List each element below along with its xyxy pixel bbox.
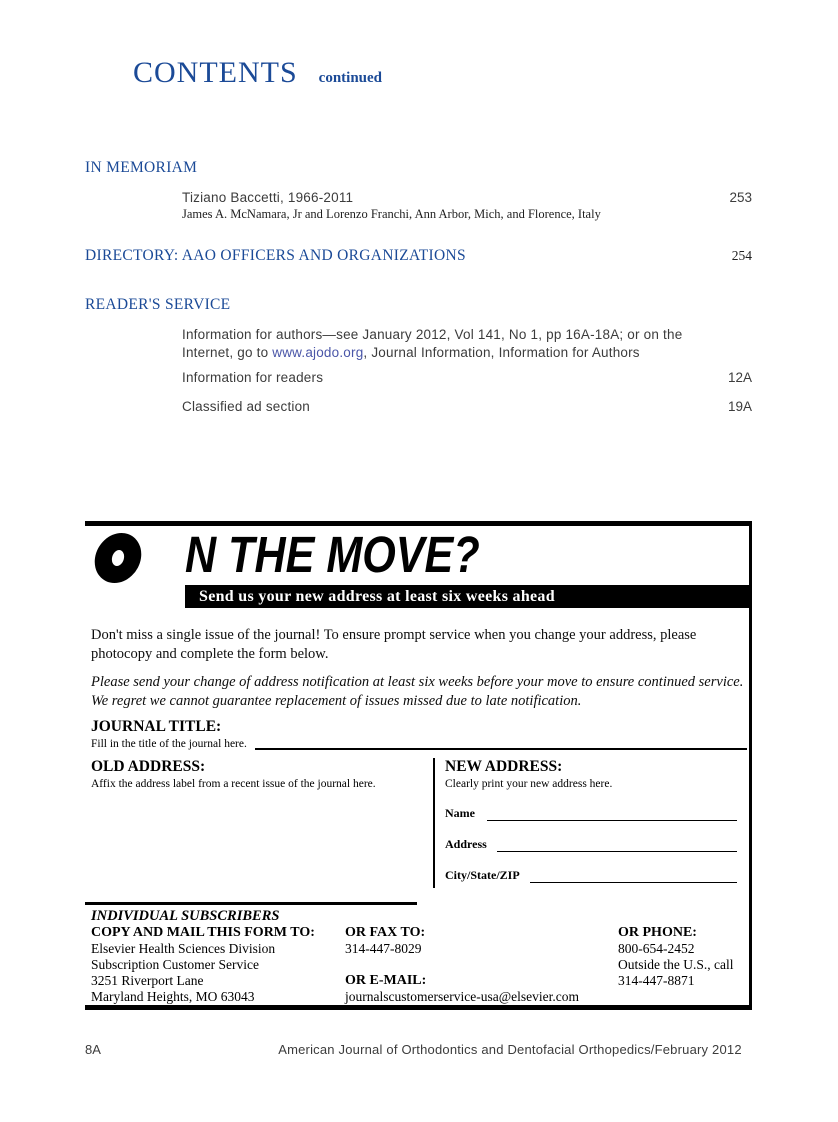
section-heading-readers-service: READER'S SERVICE	[85, 296, 231, 313]
phone-outside-note: Outside the U.S., call	[618, 957, 734, 972]
phone-number: 800-654-2452	[618, 941, 695, 956]
authors-info-paragraph	[182, 326, 692, 362]
journal-title-hint: Fill in the title of the journal here.	[91, 738, 247, 750]
journal-title-block	[91, 718, 747, 750]
old-address-label: OLD ADDRESS:	[91, 758, 206, 775]
old-address-hint: Affix the address label from a recent issue of the journal here.	[91, 778, 376, 790]
phone-intl-number: 314-447-8871	[618, 973, 695, 988]
section-heading-in-memoriam: IN MEMORIAM	[85, 159, 198, 176]
box-right-rule	[749, 526, 752, 1010]
row-page-number: 12A	[727, 370, 752, 385]
row-label: Information for readers	[182, 370, 324, 385]
phone-heading: OR PHONE:	[618, 925, 697, 940]
change-of-address-form	[85, 521, 752, 1010]
mail-line: Elsevier Health Sciences Division	[91, 941, 276, 956]
address-fill-line	[497, 840, 737, 852]
address-field-row	[445, 837, 737, 852]
footer-page-number: 8A	[85, 1042, 101, 1057]
fax-heading: OR FAX TO:	[345, 925, 426, 940]
journal-title-fill-line	[255, 737, 747, 750]
mail-column	[91, 925, 315, 1005]
mail-line: 3251 Riverport Lane	[91, 973, 204, 988]
section-heading-directory: DIRECTORY: AAO OFFICERS AND ORGANIZATIONS	[85, 247, 466, 264]
toc-row-in-memoriam	[182, 190, 752, 205]
name-field-label: Name	[445, 806, 475, 820]
entry-title: Tiziano Baccetti, 1966-2011	[182, 190, 354, 205]
page-title: CONTENTS	[133, 56, 298, 89]
fax-email-column	[345, 925, 579, 1005]
old-address-column	[91, 758, 421, 790]
subscribers-rule	[85, 902, 417, 905]
fax-number: 314-447-8029	[345, 941, 422, 956]
page-header	[133, 56, 382, 90]
email-heading: OR E-MAIL:	[345, 973, 427, 988]
authors-info-text-post: , Journal Information, Information for Authors	[363, 345, 640, 360]
ajodo-link[interactable]: www.ajodo.org	[272, 345, 364, 360]
new-address-hint: Clearly print your new address here.	[445, 778, 613, 790]
banner-send-address: Send us your new address at least six weeks ahead	[185, 585, 749, 608]
page-title-continued: continued	[318, 70, 383, 86]
mail-line: Subscription Customer Service	[91, 957, 259, 972]
city-state-zip-field-row	[445, 868, 737, 883]
name-field-row	[445, 806, 737, 821]
name-fill-line	[487, 809, 737, 821]
new-address-column	[445, 758, 737, 883]
address-column-divider	[433, 758, 435, 888]
toc-row-classified	[182, 399, 752, 414]
individual-subscribers-heading: INDIVIDUAL SUBSCRIBERS	[91, 908, 280, 924]
phone-column	[618, 925, 733, 989]
mail-heading: COPY AND MAIL THIS FORM TO:	[91, 925, 315, 940]
toc-row-readers	[182, 370, 752, 385]
box-bottom-rule	[85, 1005, 752, 1010]
city-state-zip-field-label: City/State/ZIP	[445, 868, 520, 882]
entry-page-number: 253	[729, 190, 752, 205]
email-address: journalscustomerservice-usa@elsevier.com	[345, 989, 579, 1004]
footer-journal-line: American Journal of Orthodontics and Dentofacial Orthopedics/February 2012	[278, 1042, 742, 1057]
new-address-label: NEW ADDRESS:	[445, 758, 563, 775]
box-top-rule	[85, 521, 752, 526]
notice-paragraph: Please send your change of address notification at least six weeks before your move to ensure continued service. We regret we cannot guarantee replacement of issues missed due to late notification.	[91, 674, 744, 709]
directory-page-number: 254	[731, 248, 752, 263]
letter-o-graphic	[91, 533, 144, 583]
spacer	[345, 957, 579, 973]
address-field-label: Address	[445, 837, 487, 851]
journal-title-label: JOURNAL TITLE:	[91, 718, 222, 735]
city-state-zip-fill-line	[530, 871, 737, 883]
authors-info-text-pre: Information for authors—see January 2012, Vol 141, No 1, pp 16A-18A; or on the Internet, go to	[182, 327, 683, 360]
intro-paragraph: Don't miss a single issue of the journal! To ensure prompt service when you change your address, please photocopy and complete the form below.	[91, 627, 697, 662]
row-page-number: 19A	[727, 399, 752, 414]
on-the-move-headline: N THE MOVE?	[185, 527, 480, 584]
row-label: Classified ad section	[182, 399, 311, 414]
toc-row-directory	[85, 247, 752, 265]
mail-line: Maryland Heights, MO 63043	[91, 989, 255, 1004]
entry-authors: James A. McNamara, Jr and Lorenzo Franchi, Ann Arbor, Mich, and Florence, Italy	[182, 207, 601, 221]
